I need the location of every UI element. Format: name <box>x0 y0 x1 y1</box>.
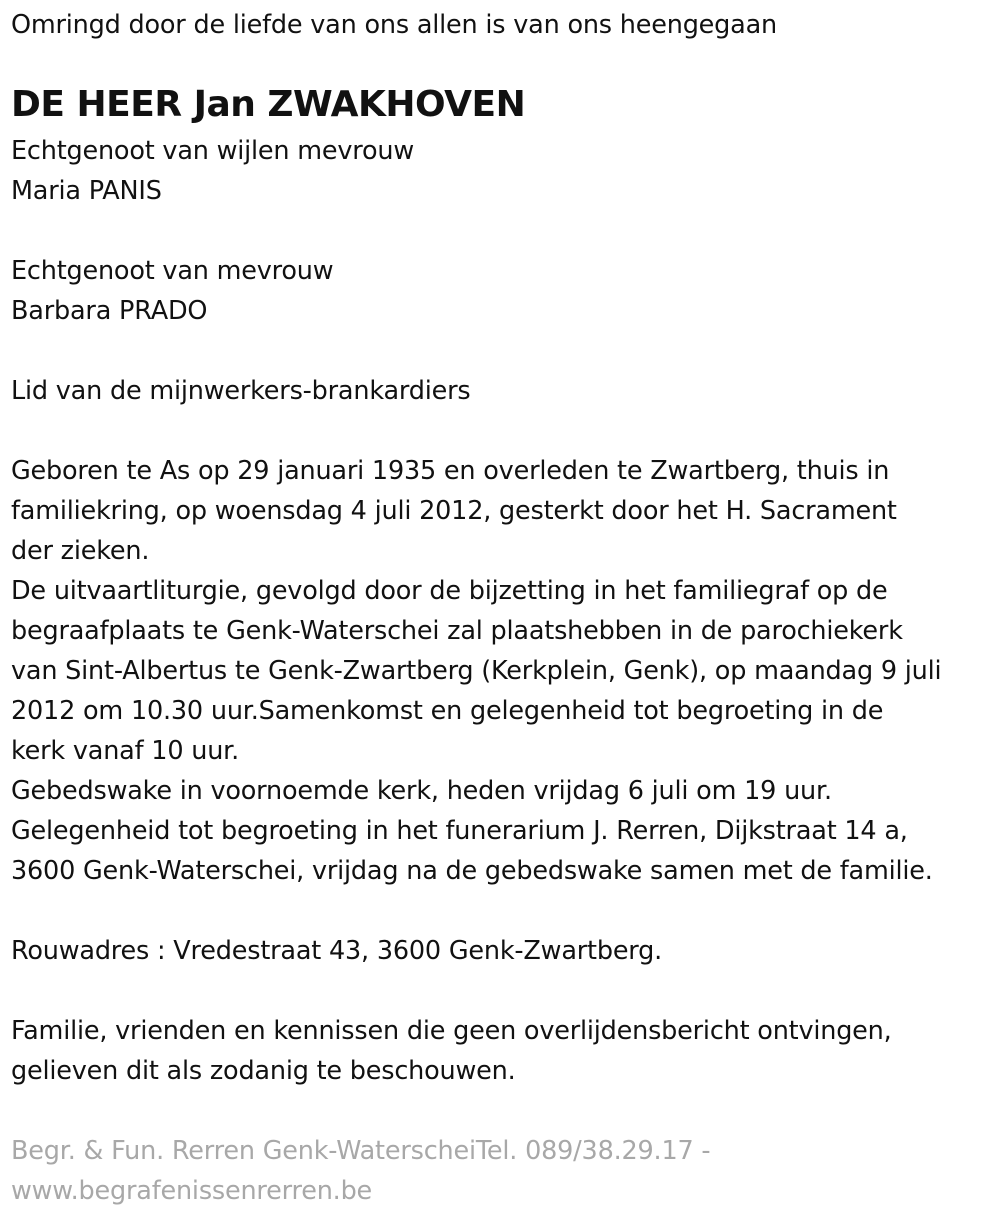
spouse-late-name: Maria PANIS <box>11 176 162 206</box>
body-line: der zieken. <box>11 536 150 566</box>
notice-line: Familie, vrienden en kennissen die geen overlijdensbericht ontvingen, <box>11 1016 892 1046</box>
notice-line: gelieven dit als zodanig te beschouwen. <box>11 1056 516 1086</box>
body-line: Gebedswake in voornoemde kerk, heden vrijdag 6 juli om 19 uur. <box>11 776 832 806</box>
membership-text: Lid van de mijnwerkers-brankardiers <box>11 376 471 406</box>
spacer <box>11 211 996 251</box>
body-text <box>11 451 996 891</box>
body-line: begraafplaats te Genk-Waterschei zal plaatshebben in de parochiekerk <box>11 616 903 646</box>
funeral-home-website: www.begrafenissenrerren.be <box>11 1176 373 1206</box>
body-line: De uitvaartliturgie, gevolgd door de bijzetting in het familiegraf op de <box>11 576 888 606</box>
body-line: familiekring, op woensdag 4 juli 2012, gesterkt door het H. Sacrament <box>11 496 897 526</box>
body-line: van Sint-Albertus te Genk-Zwartberg (Kerkplein, Genk), op maandag 9 juli <box>11 656 942 686</box>
body-line: Gelegenheid tot begroeting in het funerarium J. Rerren, Dijkstraat 14 a, <box>11 816 908 846</box>
spacer <box>11 891 996 931</box>
spacer <box>11 1091 996 1131</box>
funeral-home-contact: Begr. & Fun. Rerren Genk-WaterscheiTel. 089/38.29.17 - <box>11 1136 711 1166</box>
spacer <box>11 411 996 451</box>
body-line: kerk vanaf 10 uur. <box>11 736 240 766</box>
intro-text: Omringd door de liefde van ons allen is van ons heengegaan <box>11 10 777 40</box>
obituary-notice <box>11 5 996 1211</box>
spouse-name: Barbara PRADO <box>11 296 208 326</box>
body-line: 2012 om 10.30 uur.Samenkomst en gelegenheid tot begroeting in de <box>11 696 884 726</box>
mourning-address: Rouwadres : Vredestraat 43, 3600 Genk-Zwartberg. <box>11 936 663 966</box>
spouse-late-line: Echtgenoot van wijlen mevrouw <box>11 136 415 166</box>
body-line: 3600 Genk-Waterschei, vrijdag na de gebedswake samen met de familie. <box>11 856 933 886</box>
spouse-line: Echtgenoot van mevrouw <box>11 256 334 286</box>
deceased-name: DE HEER Jan ZWAKHOVEN <box>11 84 526 125</box>
body-line: Geboren te As op 29 januari 1935 en overleden te Zwartberg, thuis in <box>11 456 890 486</box>
spacer <box>11 331 996 371</box>
spacer <box>11 971 996 1011</box>
